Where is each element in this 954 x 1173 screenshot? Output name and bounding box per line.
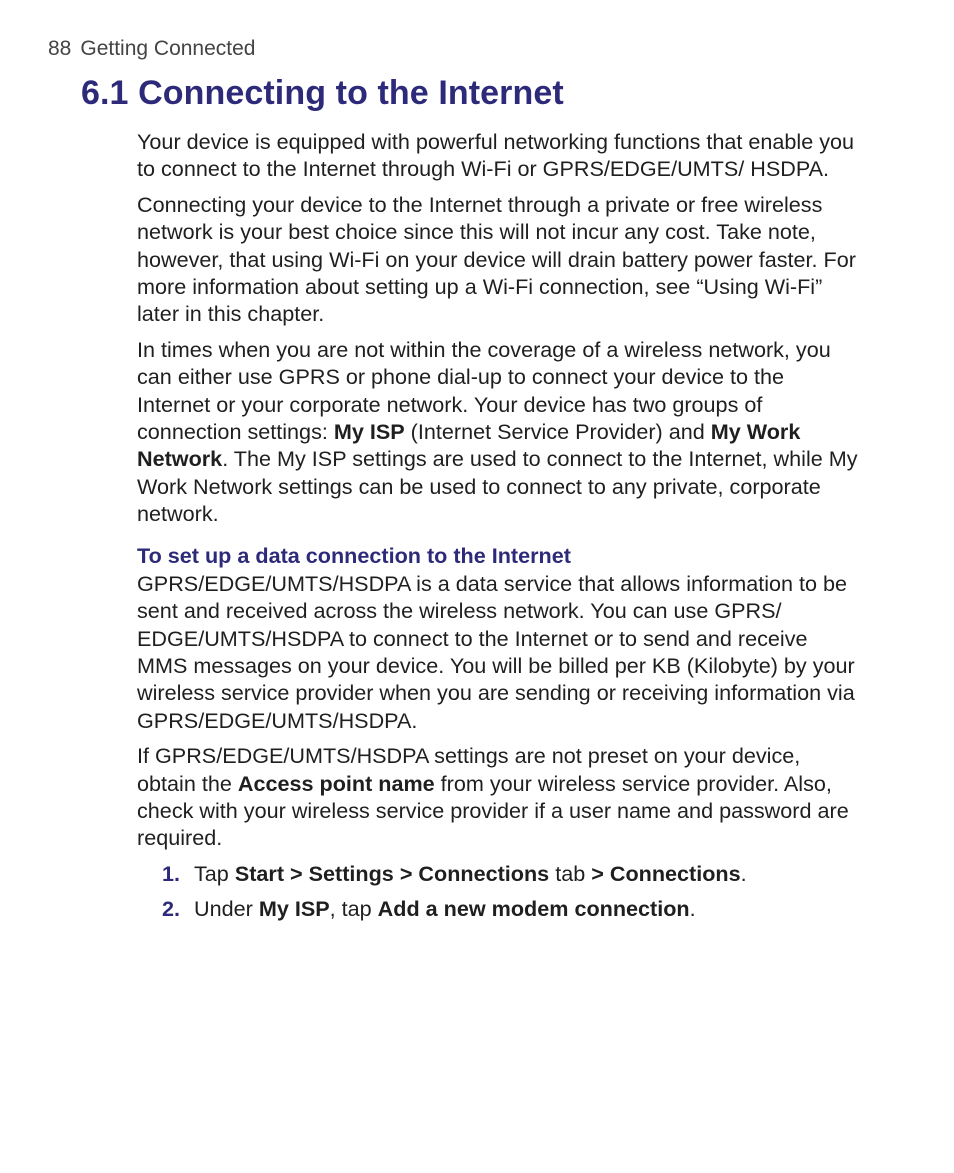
step-number: 1. — [162, 860, 181, 886]
bold-menu-item: Add a new modem connection — [377, 896, 690, 922]
bold-term-my-work-network: My Work Network — [137, 419, 801, 472]
gprs-paragraph: GPRS/EDGE/UMTS/HSDPA is a data service that allows information to be sent and received across the wireless network. You can use GPRS/ EDGE/UMTS/HSDPA to connect to the Internet or to send and receive MMS messages on your device. You will be billed per KB (Kilobyte) by your wireless service provider when you are sending or receiving information via GPRS/EDGE/UMTS/HSDPA. — [137, 570, 855, 733]
text-run: from your wireless service provider. Also, check with your wireless service provider if a user name and password are required. — [137, 770, 849, 851]
text-run: Under — [194, 896, 259, 922]
text-run: Tap — [194, 860, 235, 886]
text-run: . — [740, 860, 747, 886]
running-header — [48, 37, 255, 61]
access-point-paragraph — [137, 742, 861, 852]
text-run: In times when you are not within the coverage of a wireless network, you can either use GPRS or phone dial-up to connect your device to the Internet or your corporate network. Your device has two groups of connection settings: — [137, 336, 831, 445]
connection-groups-paragraph — [137, 336, 861, 528]
page-number: 88 — [48, 37, 72, 60]
steps-list — [137, 860, 861, 923]
bold-term-access-point-name: Access point name — [237, 770, 435, 796]
bold-term-my-isp: My ISP — [258, 896, 330, 922]
bold-menu-path: > Connections — [591, 860, 741, 886]
text-run: . — [689, 896, 696, 922]
text-run: , tap — [329, 896, 378, 922]
bold-term-my-isp: My ISP — [333, 419, 405, 445]
text-run: If GPRS/EDGE/UMTS/HSDPA settings are not preset on your device, obtain the — [137, 743, 801, 796]
step-item — [137, 895, 861, 922]
text-run: (Internet Service Provider) and — [404, 419, 711, 445]
text-run: tab — [549, 860, 592, 886]
text-run: . The My ISP settings are used to connect to the Internet, while My Work Network settings can be used to connect to any private, corporate network. — [137, 446, 858, 527]
procedure-heading: To set up a data connection to the Internet — [137, 542, 571, 568]
step-item — [137, 860, 861, 887]
intro-paragraph: Your device is equipped with powerful networking functions that enable you to connect to the Internet through Wi-Fi or GPRS/EDGE/UMTS/ HSDPA. — [137, 129, 855, 182]
body-content — [137, 128, 861, 931]
bold-menu-path: Start > Settings > Connections — [234, 860, 550, 886]
running-header-section: Getting Connected — [80, 37, 256, 60]
wifi-paragraph: Connecting your device to the Internet through a private or free wireless network is your best choice since this will not incur any cost. Take note, however, that using Wi-Fi on your device will drain battery power faster. For more information about setting up a Wi-Fi connection, see “Using Wi-Fi” later in this chapter. — [137, 191, 856, 327]
step-number: 2. — [162, 896, 181, 922]
section-title: 6.1 Connecting to the Internet — [81, 74, 564, 112]
